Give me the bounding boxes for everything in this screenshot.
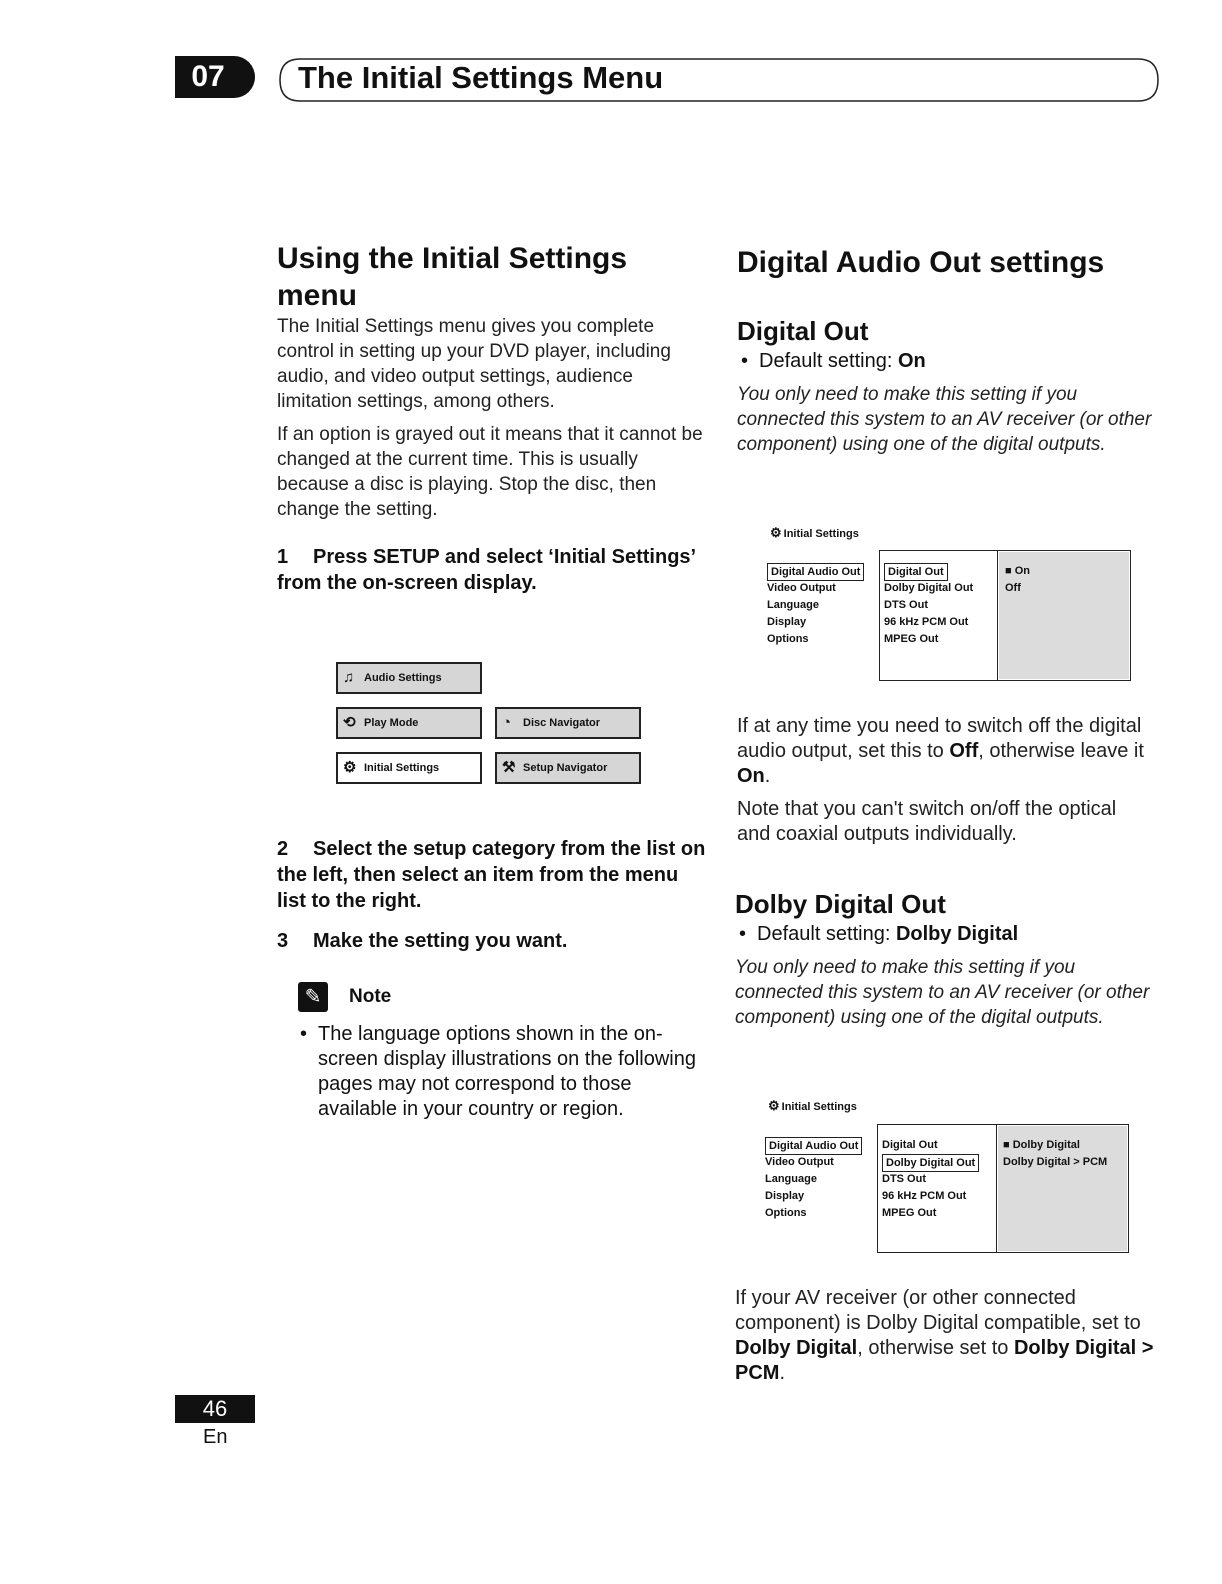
default-label: Default setting:: [759, 350, 898, 372]
digital-out-paragraph-2: Note that you can't switch on/off the optical and coaxial outputs individually.: [737, 798, 1117, 845]
digital-out-description: [737, 714, 1152, 855]
step-3: [277, 928, 707, 954]
wrench-icon: ⚙: [768, 1098, 780, 1113]
osd-option-item[interactable]: Dolby Digital > PCM: [1003, 1156, 1108, 1168]
osd-menu-item[interactable]: DTS Out: [884, 599, 928, 611]
wrench-icon: ⚙: [770, 525, 782, 540]
note-text: • The language options shown in the on-screen display illustrations on the following pages may not correspond to those available in your country or region.: [296, 1022, 713, 1122]
initial-settings-label: Initial Settings: [364, 762, 440, 774]
step-text: Press SETUP and select ‘Initial Settings’ from the on-screen display.: [277, 546, 695, 594]
play-mode-icon: ⟲: [343, 714, 356, 731]
chapter-number: 07: [191, 60, 225, 93]
step-2: [277, 836, 707, 914]
play-mode-label: Play Mode: [364, 717, 419, 729]
page-number: 46: [175, 1395, 255, 1423]
left-column: [277, 240, 707, 596]
osd-menu-item[interactable]: DTS Out: [882, 1173, 926, 1185]
setup-navigator-button[interactable]: [495, 752, 641, 784]
subsection-title-dolby-digital-out: Dolby Digital Out: [735, 889, 946, 919]
step-text: Select the setup category from the list on the left, then select an item from the menu list to the right.: [277, 838, 706, 912]
osd1-title-text: Initial Settings: [783, 528, 859, 540]
note-title: Note: [349, 986, 392, 1007]
osd-category-item[interactable]: Options: [767, 633, 809, 645]
osd2-title-text: Initial Settings: [781, 1101, 857, 1113]
osd-option-item[interactable]: Off: [1005, 582, 1021, 594]
disc-navigator-label: Disc Navigator: [523, 717, 601, 729]
default-value: Dolby Digital: [895, 923, 1019, 945]
default-value: On: [897, 350, 926, 372]
setup-navigator-label: Setup Navigator: [523, 762, 608, 774]
digital-out-paragraph-1: If at any time you need to switch off the digital audio output, set this to Off, otherwise leave it On.: [737, 715, 1144, 787]
audio-settings-label: Audio Settings: [364, 672, 442, 684]
osd2-title: [768, 1099, 857, 1114]
left-steps: [277, 836, 707, 954]
initial-settings-button[interactable]: [336, 752, 482, 784]
play-mode-button[interactable]: [336, 707, 482, 739]
default-label: Default setting:: [757, 923, 896, 945]
disc-icon: ◔: [502, 714, 512, 731]
step-text: Make the setting you want.: [313, 930, 568, 952]
intro-paragraph-2: If an option is grayed out it means that it cannot be changed at the current time. This is usually because a disc is playing. Stop the disc, then change the setting.: [277, 424, 703, 520]
osd-option-item[interactable]: ■ On: [1005, 565, 1030, 577]
osd-menu-item[interactable]: 96 kHz PCM Out: [884, 616, 969, 628]
osd-category-item[interactable]: Options: [765, 1207, 807, 1219]
disc-navigator-button[interactable]: [495, 707, 641, 739]
page-language: En: [203, 1426, 228, 1448]
osd-category-item[interactable]: Digital Audio Out: [765, 1137, 862, 1155]
osd-option-item[interactable]: ■ Dolby Digital: [1003, 1139, 1080, 1151]
osd-menu-item[interactable]: Digital Out: [882, 1139, 938, 1151]
intro-paragraph-1: The Initial Settings menu gives you complete control in setting up your DVD player, including audio, and video output settings, audience limitation settings, among others.: [277, 316, 671, 412]
osd-category-item[interactable]: Video Output: [765, 1156, 834, 1168]
step-number: 1: [277, 546, 289, 568]
home-menu-illustration: [336, 662, 646, 792]
step-1: [277, 544, 707, 596]
osd-category-item[interactable]: Digital Audio Out: [767, 563, 864, 581]
section-title-digital-audio-out: Digital Audio Out settings: [737, 246, 1105, 279]
dolby-default: [735, 922, 1155, 947]
osd-menu-item[interactable]: MPEG Out: [884, 633, 939, 645]
osd-menu-item[interactable]: MPEG Out: [882, 1207, 937, 1219]
note-pencil-icon: ✎: [298, 982, 328, 1012]
audio-settings-button[interactable]: [336, 662, 482, 694]
osd-category-item[interactable]: Display: [765, 1190, 805, 1202]
osd-menu-item[interactable]: 96 kHz PCM Out: [882, 1190, 967, 1202]
chapter-number-tab: [175, 56, 255, 98]
osd-category-item[interactable]: Language: [765, 1173, 817, 1185]
osd-menu-item[interactable]: Dolby Digital Out: [884, 582, 974, 594]
subsection-title-digital-out: Digital Out: [737, 316, 869, 346]
osd-category-item[interactable]: Language: [767, 599, 819, 611]
digital-out-note: You only need to make this setting if you connected this system to an AV receiver (or other component) using one of the digital outputs.: [737, 384, 1152, 455]
osd-menu-item[interactable]: Dolby Digital Out: [882, 1154, 979, 1172]
setup-navigator-icon: ⚒: [502, 759, 516, 776]
right-column-top: [737, 244, 1157, 457]
osd-category-item[interactable]: Video Output: [767, 582, 836, 594]
digital-out-default: [737, 349, 1157, 374]
osd-category-item[interactable]: Display: [767, 616, 807, 628]
section-title-using-menu: Using the Initial Settings menu: [277, 242, 628, 312]
wrench-icon: ⚙: [343, 759, 357, 776]
osd-menu-item[interactable]: Digital Out: [884, 563, 948, 581]
dolby-description: If your AV receiver (or other connected component) is Dolby Digital compatible, set to Dolby Digital, otherwise set to Dolby Digital > PCM.: [735, 1287, 1154, 1384]
osd1-title: [770, 526, 859, 541]
step-number: 3: [277, 930, 289, 952]
dolby-note: You only need to make this setting if you connected this system to an AV receiver (or other component) using one of the digital outputs.: [735, 957, 1150, 1028]
chapter-title: The Initial Settings Menu: [298, 60, 664, 95]
intro-text: [277, 314, 707, 522]
step-number: 2: [277, 838, 289, 860]
speaker-icon: ♫: [343, 669, 355, 686]
dolby-section: [735, 888, 1155, 1030]
